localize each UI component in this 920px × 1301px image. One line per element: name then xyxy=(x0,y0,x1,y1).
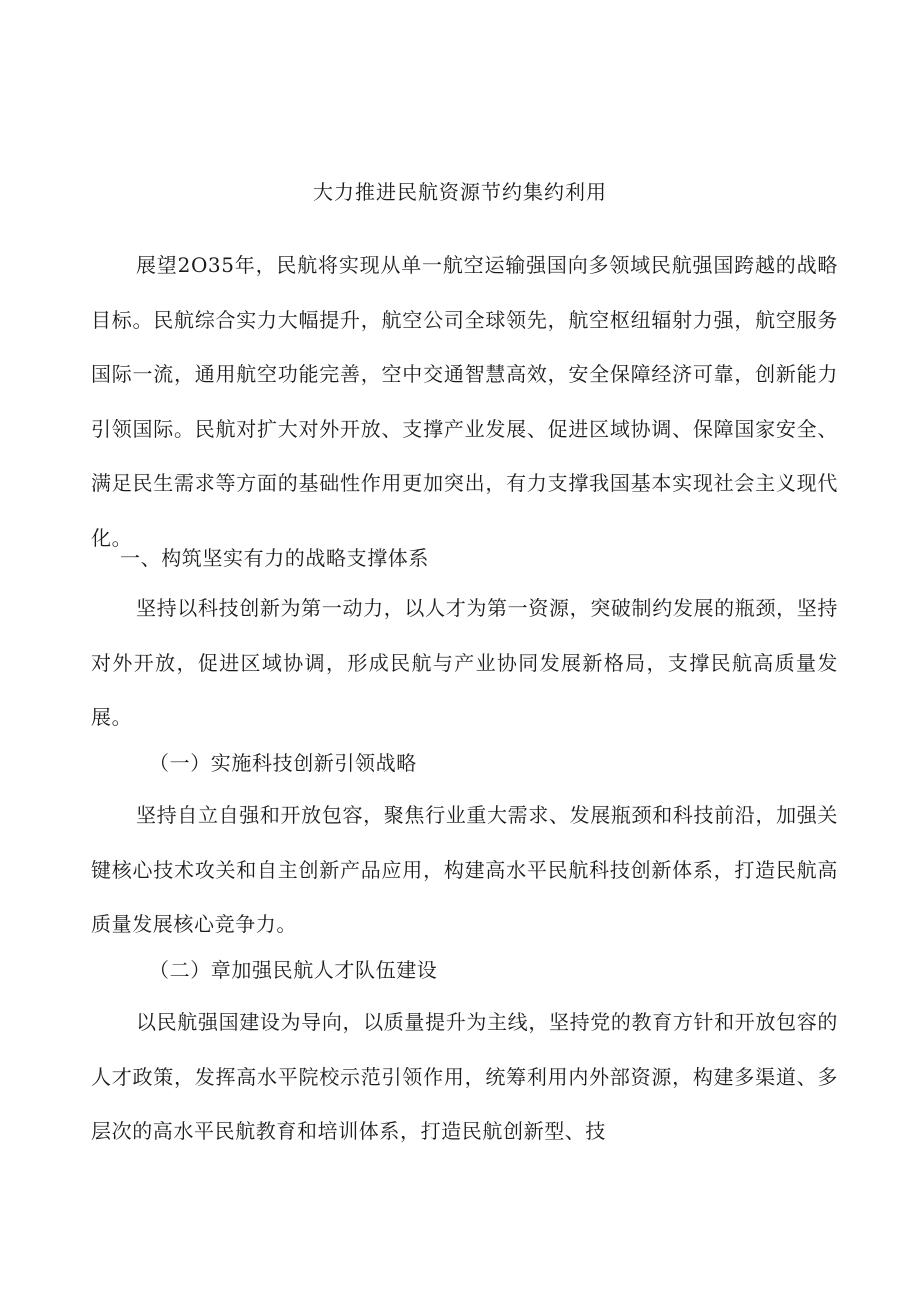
paragraph-talent: 以民航强国建设为导向，以质量提升为主线，坚持党的教育方针和开放包容的人才政策，发挥高水平院校示范引领作用，统筹利用内外部资源，构建多渠道、多层次的高水平民航教育和培训体系，打造民航创新型、技 xyxy=(91,1010,838,1143)
subsection-heading-tech-innovation: （一）实施科技创新引领战略 xyxy=(149,751,417,775)
subsection-heading-talent: （二）章加强民航人才队伍建设 xyxy=(149,958,438,982)
section-heading-strategic-support: 一、构筑坚实有力的战略支撑体系 xyxy=(120,546,429,570)
paragraph-tech-innovation: 坚持自立自强和开放包容，聚焦行业重大需求、发展瓶颈和科技前沿，加强关键核心技术攻关和自主创新产品应用，构建高水平民航科技创新体系，打造民航高质量发展核心竞争力。 xyxy=(91,803,838,936)
paragraph-strategic-support: 坚持以科技创新为第一动力，以人才为第一资源，突破制约发展的瓶颈，坚持对外开放，促进区域协调，形成民航与产业协同发展新格局，支撑民航高质量发展。 xyxy=(91,596,838,729)
document-title: 大力推进民航资源节约集约利用 xyxy=(313,180,607,204)
paragraph-vision-2035: 展望2O35年，民航将实现从单一航空运输强国向多领域民航强国跨越的战略目标。民航综合实力大幅提升，航空公司全球领先，航空枢纽辐射力强，航空服务国际一流，通用航空功能完善，空中交通智慧高效，安全保障经济可靠，创新能力引领国际。民航对扩大对外开放、支撑产业发展、促进区域协调、保障国家安全、满足民生需求等方面的基础性作用更加突出，有力支撑我国基本实现社会主义现代化。 xyxy=(91,253,838,550)
